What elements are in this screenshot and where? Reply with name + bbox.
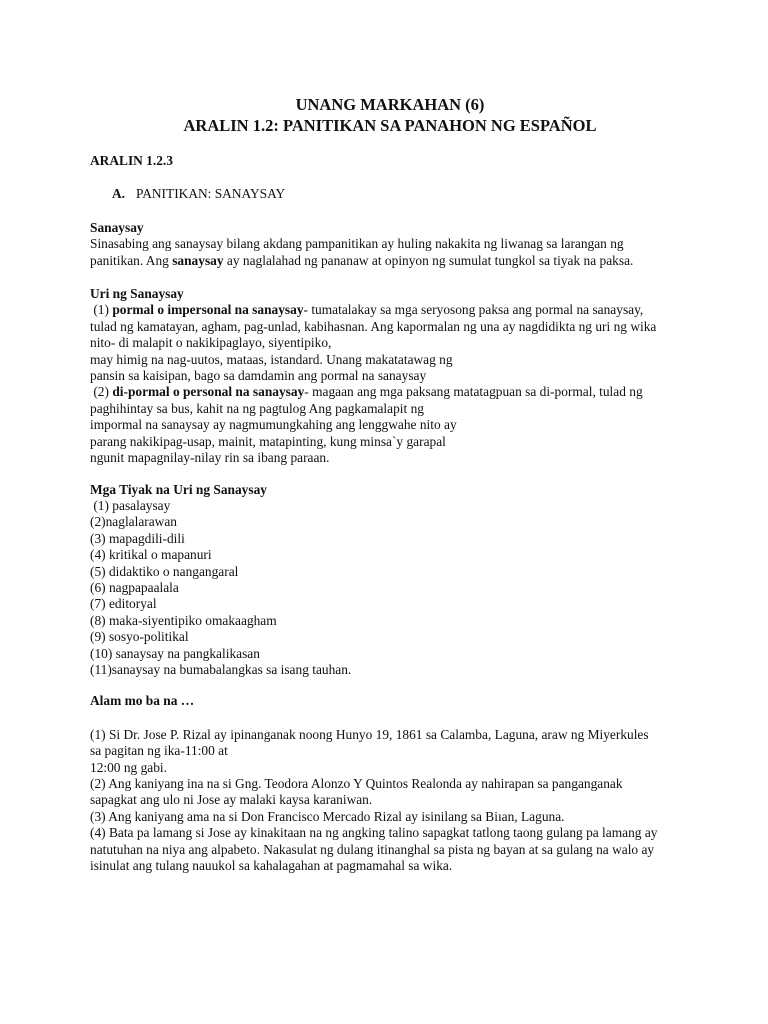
alam-line-5: sapagkat ang ulo ni Jose ay malaki kaysa karaniwan. (90, 792, 373, 808)
document-title-line1: UNANG MARKAHAN (6) (295, 95, 485, 114)
uri-p2-number: (2) (90, 384, 113, 400)
alam-line-9: isinulat ang tulang nauukol sa kahalagahan at pagmamahal sa wika. (90, 858, 453, 874)
document-title-line2: ARALIN 1.2: PANITIKAN SA PANAHON NG ESPAÑOL (183, 116, 597, 135)
uri-p1-number: (1) (90, 302, 113, 318)
sanaysay-line2 (90, 253, 690, 269)
alam-heading: Alam mo ba na … (90, 693, 195, 709)
alam-line-4: (2) Ang kaniyang ina na si Gng. Teodora Alonzo Y Quintos Realonda ay nahirapan sa panganganak (90, 776, 623, 791)
sanaysay-line2-text: panitikan. Ang (90, 252, 173, 268)
document-page (90, 94, 690, 874)
uri-p2-definition: - magaan ang mga paksang matatagpuan sa di-pormal, tulad ng (304, 384, 643, 400)
alam-line-2: sa pagitan ng ika-11:00 at (90, 743, 228, 759)
uri-p2-line5: ngunit mapagnilay-nilay rin sa ibang paraan. (90, 450, 330, 466)
tiyak-item-9: (9) sosyo-politikal (90, 629, 189, 645)
uri-p2-line4: parang nakikipag-usap, mainit, matapinting, kung minsa`y garapal (90, 433, 446, 449)
alam-line-7: (4) Bata pa lamang si Jose ay kinakitaan na ng angking talino sapagkat tatlong taong gulang pa lamang ay (90, 825, 658, 841)
tiyak-item-6: (6) nagpapaalala (90, 579, 179, 595)
uri-p1-line4: may himig na nag-uutos, mataas, istandard. Unang makatatawag ng (90, 351, 453, 367)
tiyak-item-11: (11)sanaysay na bumabalangkas sa isang tauhan. (90, 661, 352, 677)
alam-line-3: 12:00 ng gabi. (90, 759, 167, 775)
section-a-heading (90, 186, 690, 202)
sanaysay-line2-rest: ay naglalahad ng pananaw at opinyon ng sumulat tungkol sa tiyak na paksa. (223, 252, 634, 268)
uri-p2-line1 (90, 384, 690, 400)
section-a-marker: A. (112, 186, 126, 202)
uri-p1-line3: nito- di malapit o nakikipaglayo, siyentipiko, (90, 335, 332, 351)
tiyak-item-3: (3) mapagdili-dili (90, 530, 185, 546)
uri-p2-line2: paghihintay sa bus, kahit na ng pagtulog Ang pagkamalapit ng (90, 400, 424, 416)
tiyak-item-7: (7) editoryal (90, 596, 157, 612)
tiyak-item-8: (8) maka-siyentipiko omakaagham (90, 612, 277, 628)
uri-p2-term: di-pormal o personal na sanaysay (112, 384, 305, 400)
uri-heading: Uri ng Sanaysay (90, 286, 184, 302)
uri-p1-term: pormal o impersonal na sanaysay (112, 302, 304, 318)
tiyak-item-4: (4) kritikal o mapanuri (90, 547, 212, 563)
uri-p1-line5: pansin sa kaisipan, bago sa damdamin ang pormal na sanaysay (90, 368, 427, 384)
alam-line-6: (3) Ang kaniyang ama na si Don Francisco Mercado Rizal ay isinilang sa Biıan, Laguna. (90, 808, 565, 824)
sanaysay-heading: Sanaysay (90, 219, 144, 235)
aralin-label: ARALIN 1.2.3 (90, 153, 173, 168)
uri-p1-definition: - tumatalakay sa mga seryosong paksa ang pormal na sanaysay, (303, 302, 644, 318)
tiyak-item-1: (1) pasalaysay (90, 497, 171, 513)
tiyak-item-5: (5) didaktiko o nangangaral (90, 563, 239, 579)
alam-line-1: (1) Si Dr. Jose P. Rizal ay ipinanganak noong Hunyo 19, 1861 sa Calamba, Laguna, araw ng Miyerkules (90, 726, 649, 742)
uri-p1-line1 (90, 302, 690, 318)
tiyak-item-10: (10) sanaysay na pangkalikasan (90, 645, 260, 661)
section-a-title: PANITIKAN: SANAYSAY (136, 186, 286, 202)
sanaysay-line1: Sinasabing ang sanaysay bilang akdang pampanitikan ay huling nakakita ng liwanag sa larangan ng (90, 236, 624, 252)
sanaysay-term: sanaysay (172, 252, 224, 268)
tiyak-heading: Mga Tiyak na Uri ng Sanaysay (90, 481, 267, 497)
tiyak-item-2: (2)naglalarawan (90, 514, 177, 530)
uri-p2-line3: impormal na sanaysay ay nagmumungkahing ang lenggwahe nito ay (90, 417, 457, 433)
uri-p1-line2: tulad ng kamatayan, agham, pag-unlad, kabihasnan. Ang kapormalan ng una ay nagdidikta ng uri ng wika (90, 318, 657, 334)
alam-line-8: natutuhan na niya ang alpabeto. Nakasulat ng dulang itinanghal sa pista ng bayan at sa gulang na walo ay (90, 841, 655, 857)
